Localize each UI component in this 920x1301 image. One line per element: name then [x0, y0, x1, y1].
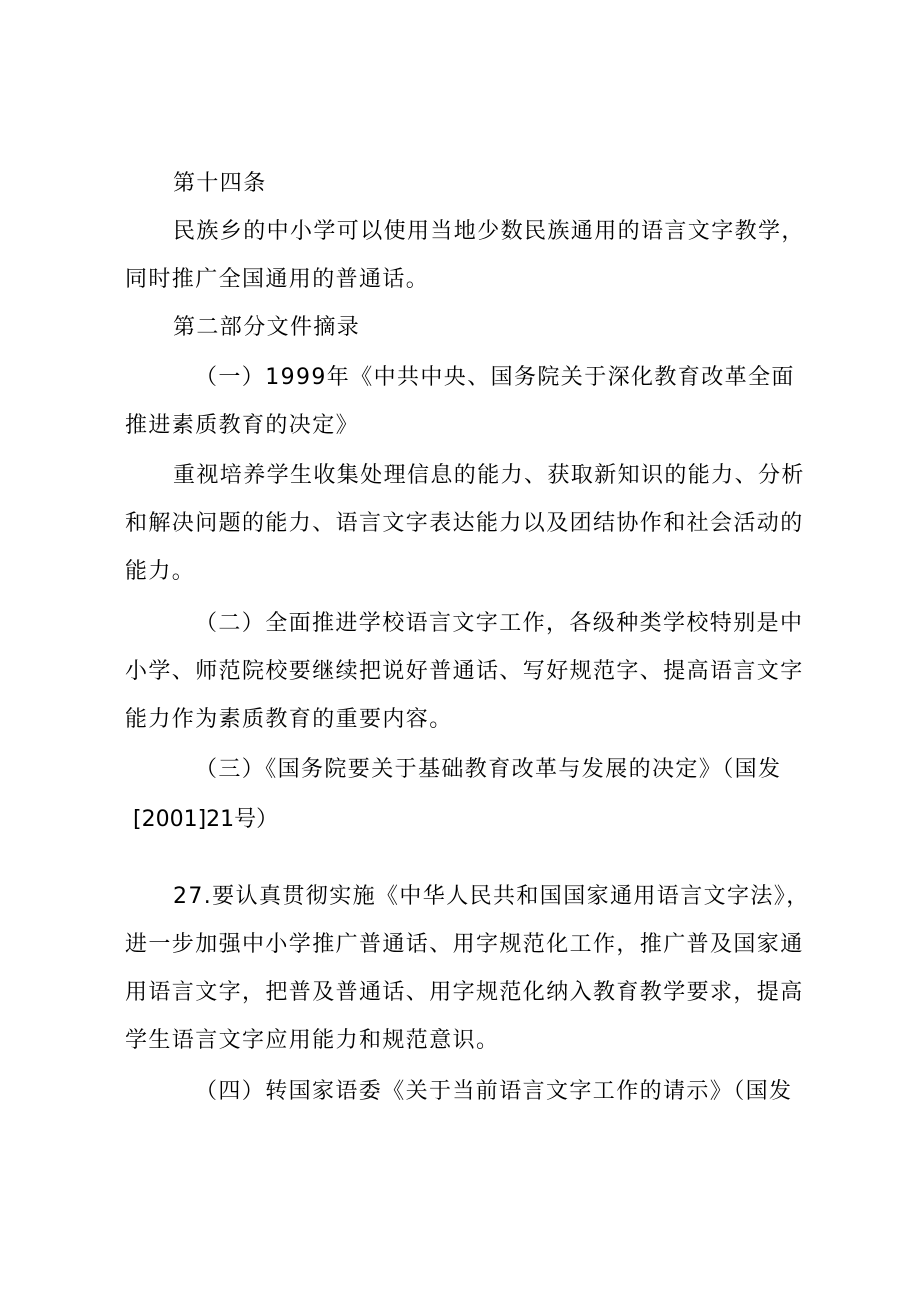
section1-body: 重视培养学生收集处理信息的能力、获取新知识的能力、分析和解决问题的能力、语言文字表达能力以及团结协作和社会活动的能力。 — [125, 463, 805, 584]
article-title: 第十四条 — [173, 171, 267, 196]
section3-title-line2: [2001]21号） — [133, 807, 279, 832]
section4-title: （四）转国家语委《关于当前语言文字工作的请示》（国发 — [195, 1079, 793, 1104]
section3-title-line1: （三）《国务院要关于基础教育改革与发展的决定》（国发 — [195, 757, 782, 782]
item27-body: 27.要认真贯彻实施《中华人民共和国国家通用语言文字法》，进一步加强中小学推广普通话、用字规范化工作，推广普及国家通用语言文字，把普及普通话、用字规范化纳入教育教学要求，提高学生语言文字应用能力和规范意识。 — [125, 884, 810, 1053]
article-body: 民族乡的中小学可以使用当地少数民族通用的语言文字教学，同时推广全国通用的普通话。 — [125, 219, 805, 292]
part-title: 第二部分文件摘录 — [173, 315, 361, 340]
section1-title: （一）1999年《中共中央、国务院关于深化教育改革全面推进素质教育的决定》 — [125, 365, 795, 438]
section2-body: （二）全面推进学校语言文字工作，各级种类学校特别是中小学、师范院校要继续把说好普通话、写好规范字、提高语言文字能力作为素质教育的重要内容。 — [125, 611, 804, 732]
